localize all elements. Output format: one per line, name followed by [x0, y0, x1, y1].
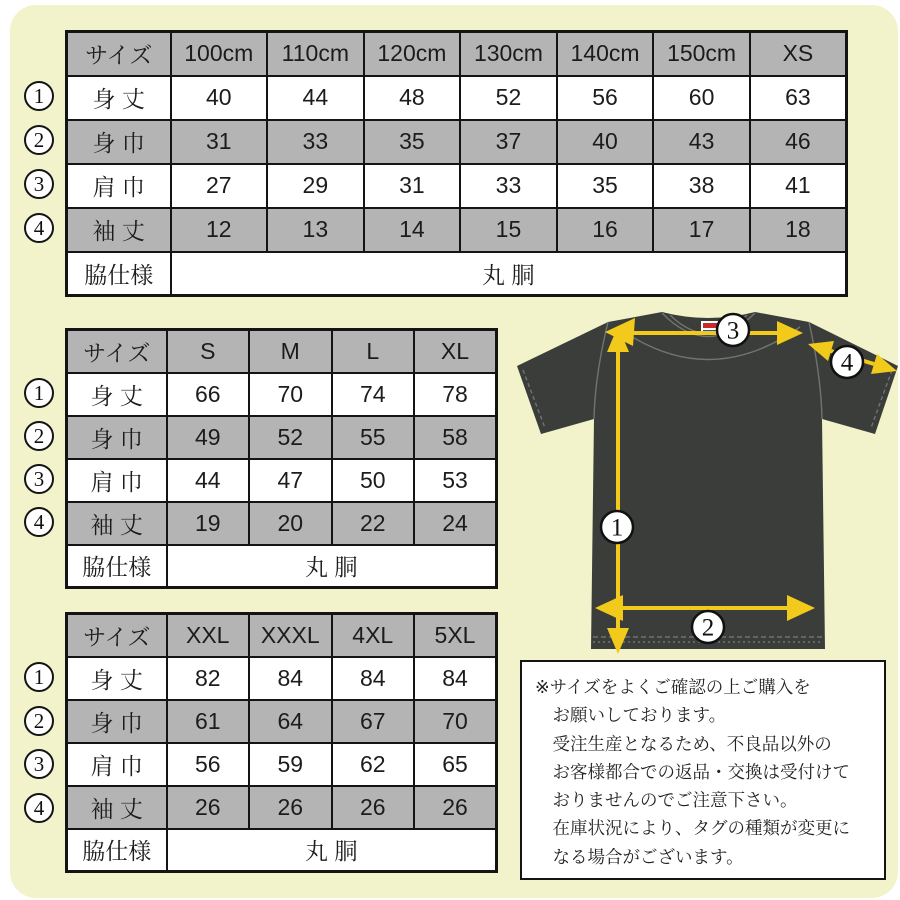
size-header-cell: サイズ	[67, 614, 167, 657]
cell: 15	[460, 208, 557, 252]
row-label: 身 巾	[67, 416, 167, 459]
cell: 55	[332, 416, 415, 459]
column-header: XXL	[167, 614, 250, 657]
column-header: 150cm	[653, 32, 750, 76]
note-line: おりませんのでご注意下さい。	[552, 790, 798, 811]
table-header-row	[67, 32, 847, 76]
cell: 84	[332, 657, 415, 700]
cell: 33	[267, 120, 364, 164]
cell: 60	[653, 76, 750, 120]
cell: 31	[364, 164, 461, 208]
note-line: ※サイズをよくご確認の上ご購入を	[535, 677, 811, 697]
marker-sleeve-length: 4	[840, 349, 854, 377]
cell: 61	[167, 700, 250, 743]
size-table-big	[65, 612, 498, 873]
cell: 12	[171, 208, 268, 252]
note-line: お願いしております。	[552, 705, 727, 726]
table-row-sleeve-length	[67, 786, 497, 829]
row-label: 脇仕様	[67, 252, 171, 296]
cell: 26	[249, 786, 332, 829]
cell: 14	[364, 208, 461, 252]
row-label: 身 巾	[67, 120, 171, 164]
table-row-shoulder-width	[67, 164, 847, 208]
cell: 40	[171, 76, 268, 120]
row-label: 身 丈	[67, 657, 167, 700]
column-header: S	[167, 330, 250, 373]
marker-body-width: 2	[701, 614, 715, 642]
table-row-body-width	[67, 416, 497, 459]
column-header: 130cm	[460, 32, 557, 76]
table-row-body-length	[67, 657, 497, 700]
cell: 31	[171, 120, 268, 164]
row-marker-2: 2	[24, 125, 54, 155]
row-marker-3: 3	[24, 749, 54, 779]
marker-shoulder-width: 3	[726, 317, 740, 345]
cell: 18	[750, 208, 847, 252]
row-label: 脇仕様	[67, 829, 167, 872]
note-line: お客様都合での返品・交換は受付けて	[552, 761, 850, 782]
cell: 65	[414, 743, 497, 786]
cell: 44	[167, 459, 250, 502]
cell: 27	[171, 164, 268, 208]
table-row-side-spec	[67, 829, 497, 872]
cell: 38	[653, 164, 750, 208]
row-marker-3: 3	[24, 169, 54, 199]
cell: 22	[332, 502, 415, 545]
row-marker-4: 4	[24, 213, 54, 243]
cell: 52	[249, 416, 332, 459]
note-line: 在庫状況により、タグの種類が変更に	[552, 818, 850, 839]
column-header: 4XL	[332, 614, 415, 657]
cell: 50	[332, 459, 415, 502]
table-header-row	[67, 330, 497, 373]
cell: 40	[557, 120, 654, 164]
row-marker-1: 1	[24, 662, 54, 692]
cell: 49	[167, 416, 250, 459]
cell: 59	[249, 743, 332, 786]
cell: 52	[460, 76, 557, 120]
cell: 74	[332, 373, 415, 416]
side-spec-value: 丸 胴	[167, 545, 497, 588]
cell: 56	[167, 743, 250, 786]
row-label: 肩 巾	[67, 459, 167, 502]
table-row-body-length	[67, 76, 847, 120]
cell: 44	[267, 76, 364, 120]
column-header: 110cm	[267, 32, 364, 76]
row-marker-2: 2	[24, 706, 54, 736]
cell: 19	[167, 502, 250, 545]
cell: 26	[167, 786, 250, 829]
cell: 64	[249, 700, 332, 743]
cell: 37	[460, 120, 557, 164]
row-label: 身 巾	[67, 700, 167, 743]
table-row-body-width	[67, 700, 497, 743]
cell: 33	[460, 164, 557, 208]
column-header: XS	[750, 32, 847, 76]
row-label: 肩 巾	[67, 743, 167, 786]
cell: 48	[364, 76, 461, 120]
column-header: 120cm	[364, 32, 461, 76]
row-marker-3: 3	[24, 464, 54, 494]
cell: 70	[249, 373, 332, 416]
row-label: 身 丈	[67, 373, 167, 416]
table-row-sleeve-length	[67, 208, 847, 252]
t-shirt-measurement-diagram	[505, 300, 900, 660]
cell: 17	[653, 208, 750, 252]
row-label: 袖 丈	[67, 786, 167, 829]
column-header: XL	[414, 330, 497, 373]
column-header: 5XL	[414, 614, 497, 657]
size-table-kids	[65, 30, 848, 297]
row-marker-4: 4	[24, 793, 54, 823]
row-marker-2: 2	[24, 421, 54, 451]
table-row-shoulder-width	[67, 743, 497, 786]
table-header-row	[67, 614, 497, 657]
row-marker-1: 1	[24, 378, 54, 408]
cell: 66	[167, 373, 250, 416]
cell: 35	[364, 120, 461, 164]
table-row-side-spec	[67, 252, 847, 296]
side-spec-value: 丸 胴	[167, 829, 497, 872]
side-spec-value: 丸 胴	[171, 252, 847, 296]
row-label: 袖 丈	[67, 208, 171, 252]
cell: 53	[414, 459, 497, 502]
cell: 82	[167, 657, 250, 700]
table-row-body-length	[67, 373, 497, 416]
note-line: なる場合がございます。	[552, 846, 744, 867]
cell: 63	[750, 76, 847, 120]
row-label: 脇仕様	[67, 545, 167, 588]
cell: 58	[414, 416, 497, 459]
column-header: M	[249, 330, 332, 373]
row-label: 身 丈	[67, 76, 171, 120]
cell: 84	[414, 657, 497, 700]
row-label: 袖 丈	[67, 502, 167, 545]
cell: 70	[414, 700, 497, 743]
note-line: 受注生産となるため、不良品以外の	[552, 733, 832, 754]
size-header-cell: サイズ	[67, 330, 167, 373]
cell: 13	[267, 208, 364, 252]
cell: 29	[267, 164, 364, 208]
column-header: XXXL	[249, 614, 332, 657]
column-header: L	[332, 330, 415, 373]
column-header: 100cm	[171, 32, 268, 76]
cell: 78	[414, 373, 497, 416]
cell: 26	[414, 786, 497, 829]
cell: 16	[557, 208, 654, 252]
size-table-adult	[65, 328, 498, 589]
table-row-shoulder-width	[67, 459, 497, 502]
cell: 26	[332, 786, 415, 829]
size-header-cell: サイズ	[67, 32, 171, 76]
cell: 41	[750, 164, 847, 208]
marker-body-length: 1	[610, 514, 624, 542]
row-label: 肩 巾	[67, 164, 171, 208]
cell: 24	[414, 502, 497, 545]
table-row-side-spec	[67, 545, 497, 588]
cell: 84	[249, 657, 332, 700]
cell: 56	[557, 76, 654, 120]
cell: 35	[557, 164, 654, 208]
cell: 62	[332, 743, 415, 786]
column-header: 140cm	[557, 32, 654, 76]
row-marker-4: 4	[24, 507, 54, 537]
table-row-body-width	[67, 120, 847, 164]
cell: 67	[332, 700, 415, 743]
table-row-sleeve-length	[67, 502, 497, 545]
cell: 47	[249, 459, 332, 502]
row-marker-1: 1	[24, 81, 54, 111]
purchase-note-box	[520, 660, 886, 880]
cell: 20	[249, 502, 332, 545]
cell: 43	[653, 120, 750, 164]
cell: 46	[750, 120, 847, 164]
